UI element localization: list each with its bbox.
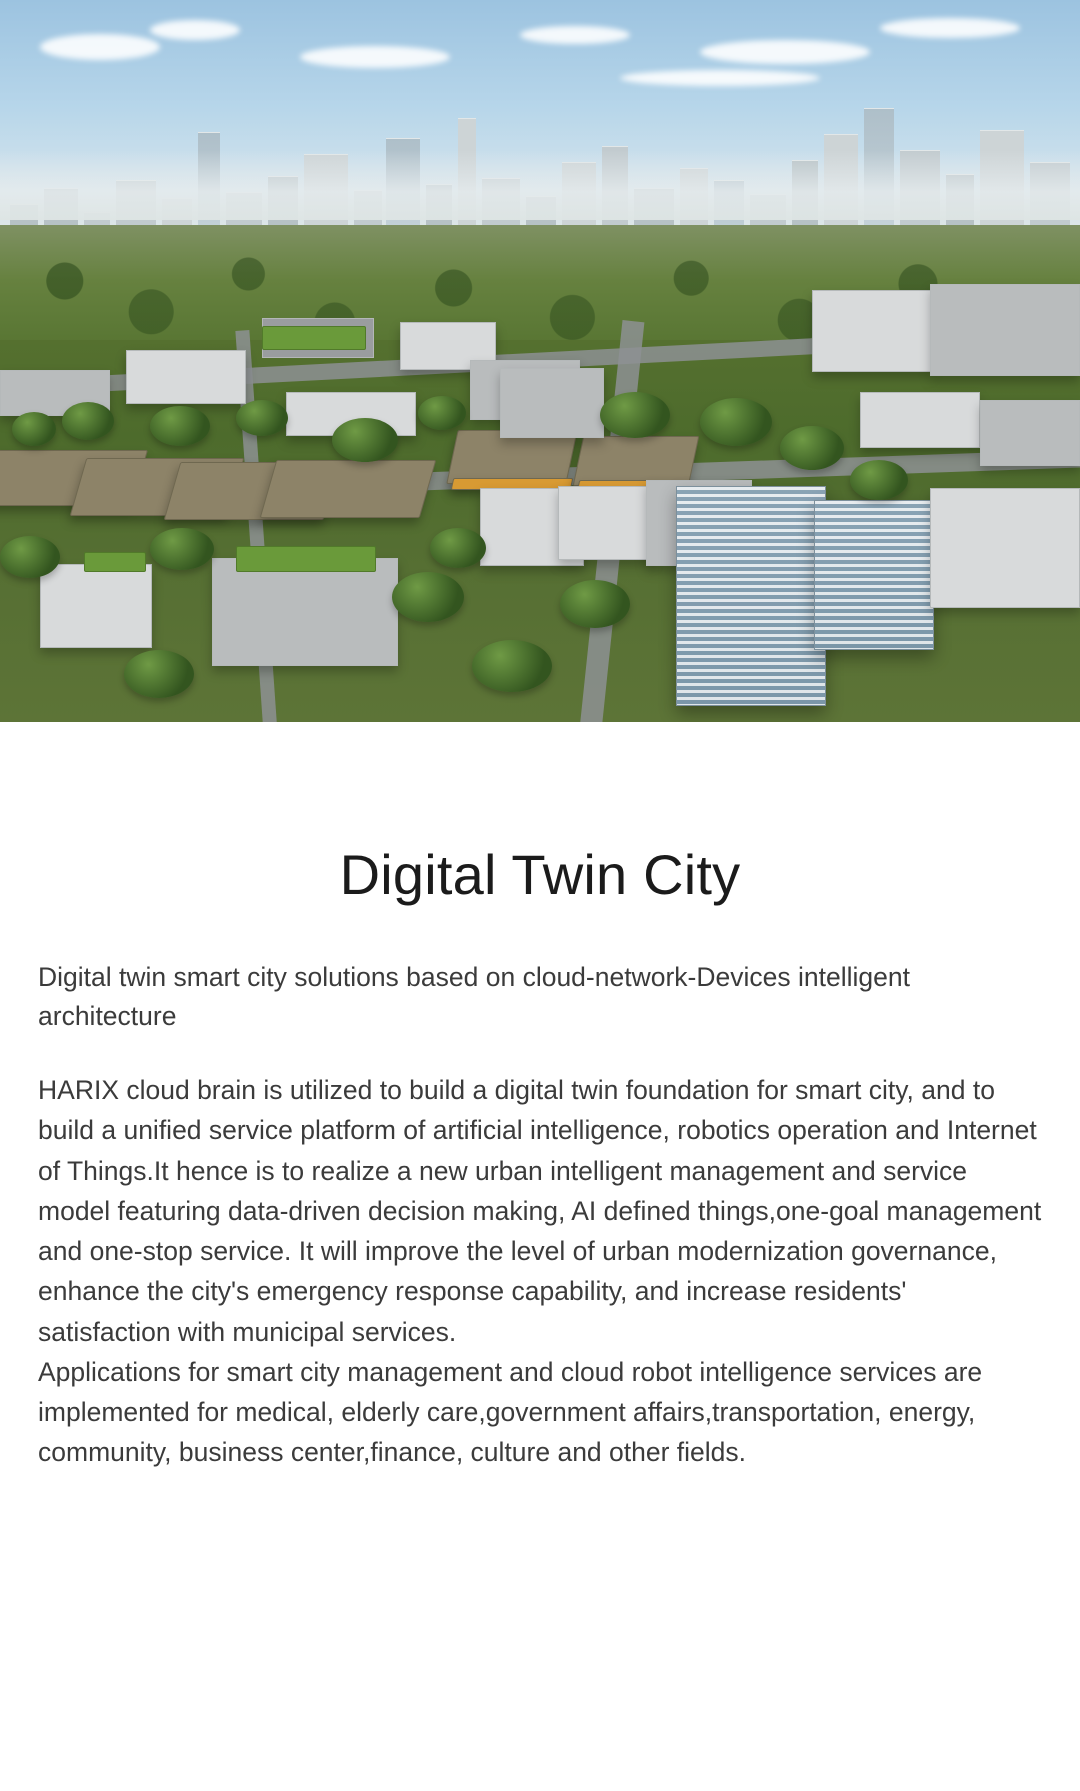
tree-cluster [600, 392, 670, 438]
cloud-icon [880, 18, 1020, 38]
building [500, 368, 604, 438]
foreground-district [0, 340, 1080, 722]
residential-block [40, 564, 152, 648]
cloud-icon [150, 20, 240, 40]
residential-block [212, 558, 398, 666]
office-tower [814, 500, 934, 650]
hero-image [0, 0, 1080, 722]
building [126, 350, 246, 404]
page-title: Digital Twin City [339, 843, 741, 906]
article-paragraph-1: HARIX cloud brain is utilized to build a digital twin foundation for smart city, and to build a unified service platform of artificial intelligence, robotics operation and Internet of Things.It hence is to realize a new urban intelligent management and service model featuring data-driven decision making, AI defined things,one-goal management and one-stop service. It will improve the level of urban modernization governance, enhance the city's emergency response capability, and increase residents' satisfaction with municipal services. [38, 1075, 1042, 1347]
green-roof [262, 326, 366, 350]
article-lead: Digital twin smart city solutions based on cloud-network-Devices intelligent architecture [38, 961, 910, 1031]
tree-cluster [12, 412, 56, 446]
article-content [0, 844, 1080, 1473]
tree-cluster [150, 406, 210, 446]
warehouse [573, 436, 700, 486]
tree-cluster [430, 528, 486, 568]
tree-cluster [560, 580, 630, 628]
building [980, 400, 1080, 466]
green-roof [84, 552, 146, 572]
tree-cluster [124, 650, 194, 698]
warehouse [446, 430, 577, 484]
warehouse [260, 460, 437, 518]
tree-cluster [850, 460, 908, 500]
tree-cluster [332, 418, 398, 462]
office-tower [676, 486, 826, 706]
article-paragraph-2: Applications for smart city management and cloud robot intelligence services are implemented for medical, elderly care,government affairs,transportation, energy, community, business center,finance, culture and other fields. [38, 1356, 983, 1468]
tree-cluster [780, 426, 844, 470]
cloud-icon [520, 26, 630, 44]
horizon-haze [0, 150, 1080, 220]
tree-cluster [472, 640, 552, 692]
tree-cluster [236, 400, 288, 436]
building [860, 392, 980, 448]
building [930, 284, 1080, 376]
tree-cluster [0, 536, 60, 578]
tree-cluster [150, 528, 214, 570]
green-roof [236, 546, 376, 572]
tree-cluster [700, 398, 772, 446]
tree-cluster [62, 402, 114, 440]
tree-cluster [392, 572, 464, 622]
exhibition-hall [558, 486, 654, 560]
tree-cluster [418, 396, 466, 430]
cloud-icon [40, 34, 160, 60]
building [930, 488, 1080, 608]
building [812, 290, 932, 372]
